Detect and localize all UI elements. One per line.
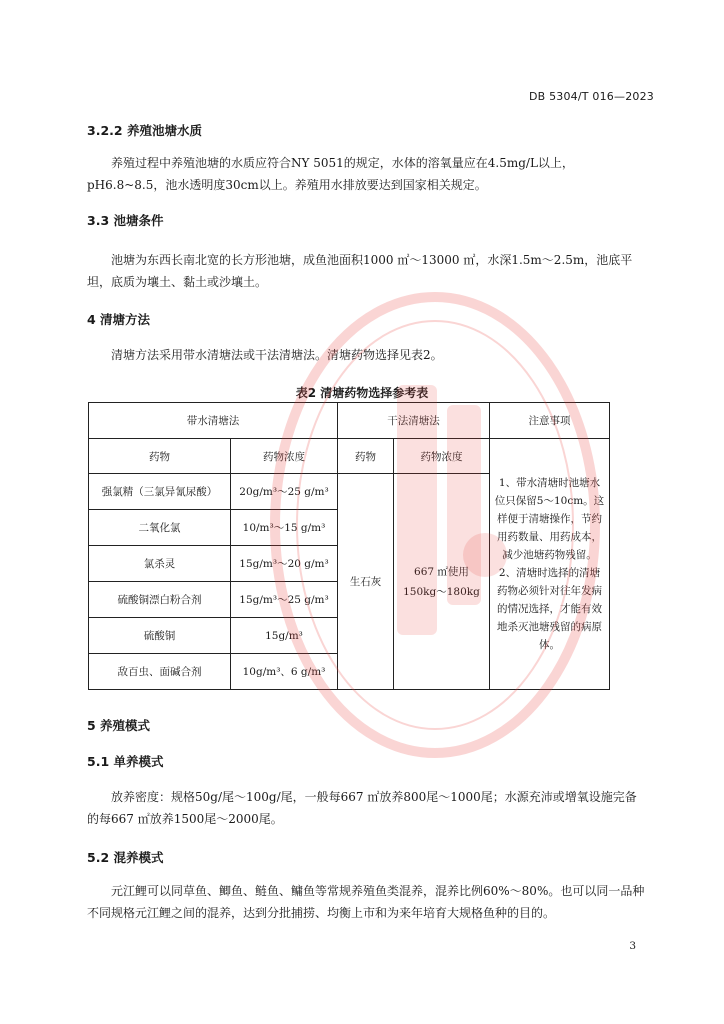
- dry-drug-cell: 生石灰: [338, 474, 394, 690]
- drug-name-cell: 硫酸铜漂白粉合剂: [89, 582, 231, 618]
- header-dry-method: 干法清塘法: [338, 403, 490, 439]
- section-5-1-title: 5.1 单养模式: [87, 754, 164, 769]
- subheader-dry-concentration: 药物浓度: [394, 439, 490, 474]
- table-sub-header-row: [89, 439, 610, 474]
- subheader-drug: 药物: [89, 439, 231, 474]
- subheader-dry-drug: 药物: [338, 439, 394, 474]
- section-3-3-body: 池塘为东西长南北宽的长方形池塘，成鱼池面积1000 ㎡～13000 ㎡，水深1.5m～2.5m，池底平坦，底质为壤土、黏土或沙壤土。: [87, 253, 633, 289]
- dry-concentration-cell: [394, 474, 490, 690]
- dry-concentration-line-2: 150kg～180kg: [403, 585, 480, 598]
- drug-name-cell: 氯杀灵: [89, 546, 231, 582]
- drug-concentration-cell: 15g/m³～20 g/m³: [231, 546, 338, 582]
- drug-concentration-cell: 20g/m³～25 g/m³: [231, 474, 338, 510]
- section-3-2-2-body: 养殖过程中养殖池塘的水质应符合NY 5051的规定，水体的溶氧量应在4.5mg/L以上，pH6.8~8.5，池水透明度30cm以上。养殖用水排放要达到国家相关规定。: [87, 156, 574, 192]
- drug-concentration-cell: 15g/m³～25 g/m³: [231, 582, 338, 618]
- page-number: 3: [629, 940, 636, 952]
- section-3-2-2-title: 3.2.2 养殖池塘水质: [87, 123, 202, 138]
- notes-cell: 1、带水清塘时池塘水位只保留5～10cm。这样便于清塘操作，节约用药数量、用药成本，减少池塘药物残留。2、清塘时选择的清塘药物必须针对往年发病的情况选择，才能有效地杀灭池塘残留的病原体。: [490, 439, 610, 690]
- section-4-body: 清塘方法采用带水清塘法或干法清塘法。清塘药物选择见表2。: [111, 348, 443, 362]
- header-notes: 注意事项: [490, 403, 610, 439]
- drug-name-cell: 硫酸铜: [89, 618, 231, 654]
- drug-name-cell: 敌百虫、面碱合剂: [89, 654, 231, 690]
- subheader-concentration: 药物浓度: [231, 439, 338, 474]
- document-code: DB 5304/T 016—2023: [528, 90, 654, 103]
- table-group-header-row: [89, 403, 610, 439]
- section-4-title: 4 清塘方法: [87, 312, 151, 327]
- drug-name-cell: 强氯精（三氯异氰尿酸）: [89, 474, 231, 510]
- drug-concentration-cell: 10/m³～15 g/m³: [231, 510, 338, 546]
- dry-concentration-line-1: 667 ㎡使用: [414, 565, 469, 578]
- section-5-2-title: 5.2 混养模式: [87, 850, 164, 865]
- drug-name-cell: 二氧化氯: [89, 510, 231, 546]
- section-5-1-body: 放养密度：规格50g/尾～100g/尾，一般每667 ㎡放养800尾～1000尾；水源充沛或增氧设施完备的每667 ㎡放养1500尾～2000尾。: [87, 790, 637, 826]
- section-3-3-title: 3.3 池塘条件: [87, 213, 164, 228]
- drug-concentration-cell: 10g/m³、6 g/m³: [231, 654, 338, 690]
- section-5-2-body: 元江鲤可以同草鱼、鲫鱼、鲢鱼、鳙鱼等常规养殖鱼类混养，混养比例60%～80%。也可以同一品种不同规格元江鲤之间的混养，达到分批捕捞、均衡上市和为来年培育大规格鱼种的目的。: [87, 884, 645, 920]
- section-5-title: 5 养殖模式: [87, 718, 151, 733]
- table-caption: 表2 清塘药物选择参考表: [295, 386, 429, 400]
- drug-concentration-cell: 15g/m³: [231, 618, 338, 654]
- header-wet-method: 带水清塘法: [89, 403, 338, 439]
- pond-cleaning-drug-table: [88, 402, 610, 690]
